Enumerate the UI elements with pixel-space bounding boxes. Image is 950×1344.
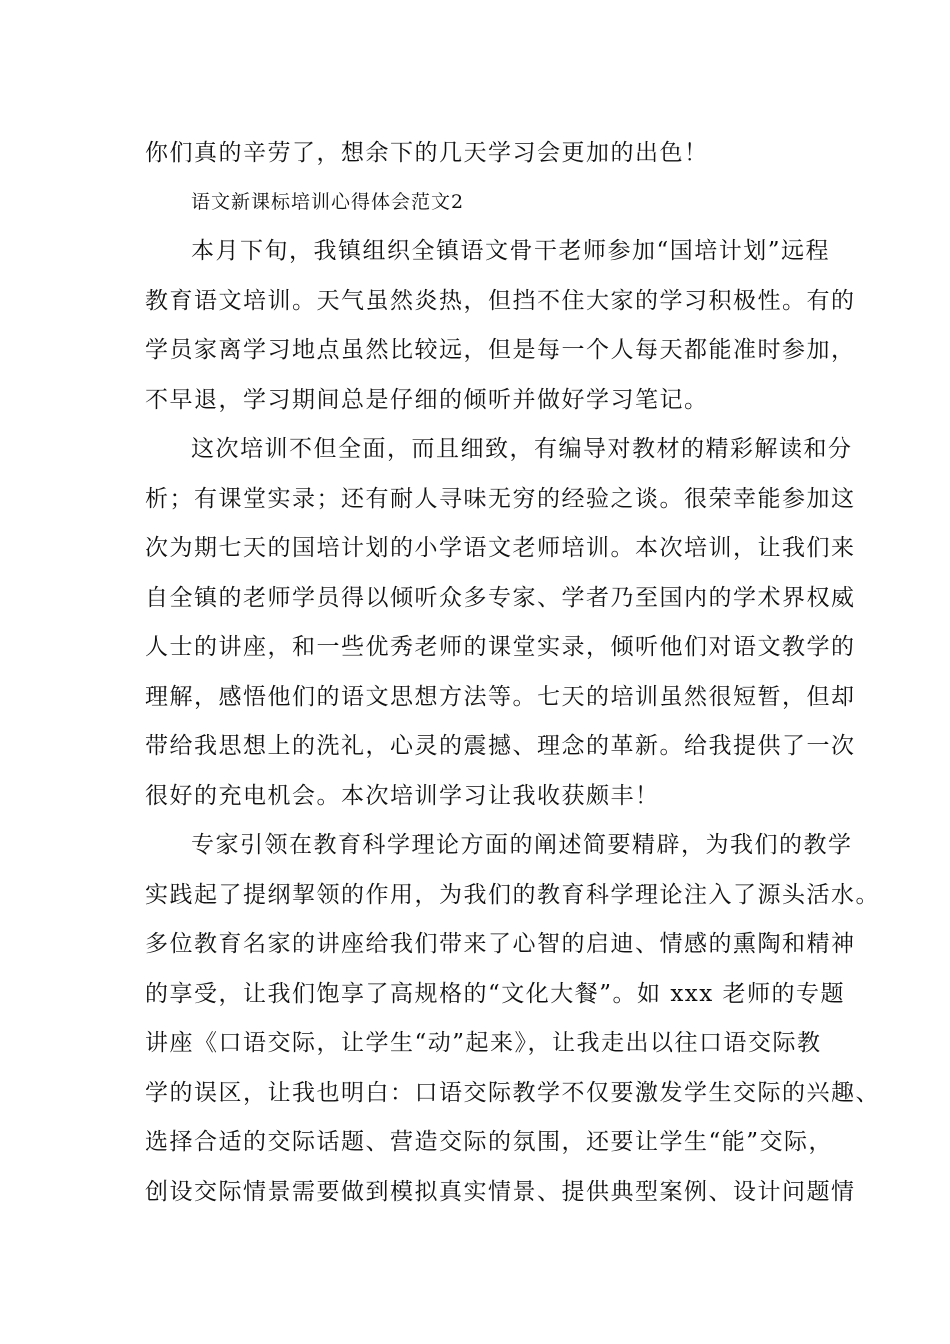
text-line: 析；有课堂实录；还有耐人寻味无穷的经验之谈。很荣幸能参加这 xyxy=(145,486,856,512)
text-line: 自全镇的老师学员得以倾听众多专家、学者乃至国内的学术界权威 xyxy=(145,585,856,611)
text-line: 选择合适的交际话题、营造交际的氛围，还要让学生“能”交际， xyxy=(145,1129,834,1155)
text-line: 这次培训不但全面，而且细致，有编导对教材的精彩解读和分 xyxy=(191,436,853,462)
text-line: 学的误区，让我也明白：口语交际教学不仅要激发学生交际的兴趣、 xyxy=(145,1080,880,1106)
text-line: 创设交际情景需要做到模拟真实情景、提供典型案例、设计问题情 xyxy=(145,1179,856,1205)
text-line: 讲座《口语交际，让学生“动”起来》，让我走出以往口语交际教 xyxy=(145,1030,822,1056)
text-line: 的享受，让我们饱享了高规格的“文化大餐”。如 xxx 老师的专题 xyxy=(145,981,846,1007)
text-line: 学员家离学习地点虽然比较远，但是每一个人每天都能准时参加， xyxy=(145,337,856,363)
text-line: 次为期七天的国培计划的小学语文老师培训。本次培训，让我们来 xyxy=(145,535,856,561)
text-line: 你们真的辛劳了，想余下的几天学习会更加的出色！ xyxy=(145,140,709,166)
text-line: 理解，感悟他们的语文思想方法等。七天的培训虽然很短暂，但却 xyxy=(145,684,856,710)
text-line: 多位教育名家的讲座给我们带来了心智的启迪、情感的熏陶和精神 xyxy=(145,931,856,957)
text-line: 专家引领在教育科学理论方面的阐述简要精辟，为我们的教学 xyxy=(191,832,853,858)
text-line: 带给我思想上的洗礼，心灵的震撼、理念的革新。给我提供了一次 xyxy=(145,733,856,759)
text-line: 人士的讲座，和一些优秀老师的课堂实录，倾听他们对语文教学的 xyxy=(145,634,856,660)
text-line: 本月下旬，我镇组织全镇语文骨干老师参加“国培计划”远程 xyxy=(191,238,831,264)
text-line: 实践起了提纲挈领的作用，为我们的教育科学理论注入了源头活水。 xyxy=(145,882,880,908)
text-line: 教育语文培训。天气虽然炎热，但挡不住大家的学习积极性。有的 xyxy=(145,288,856,314)
text-line: 很好的充电机会。本次培训学习让我收获颇丰！ xyxy=(145,783,660,809)
section-heading: 语文新课标培训心得体会范文2 xyxy=(191,191,465,213)
text-line: 不早退，学习期间总是仔细的倾听并做好学习笔记。 xyxy=(145,387,709,413)
